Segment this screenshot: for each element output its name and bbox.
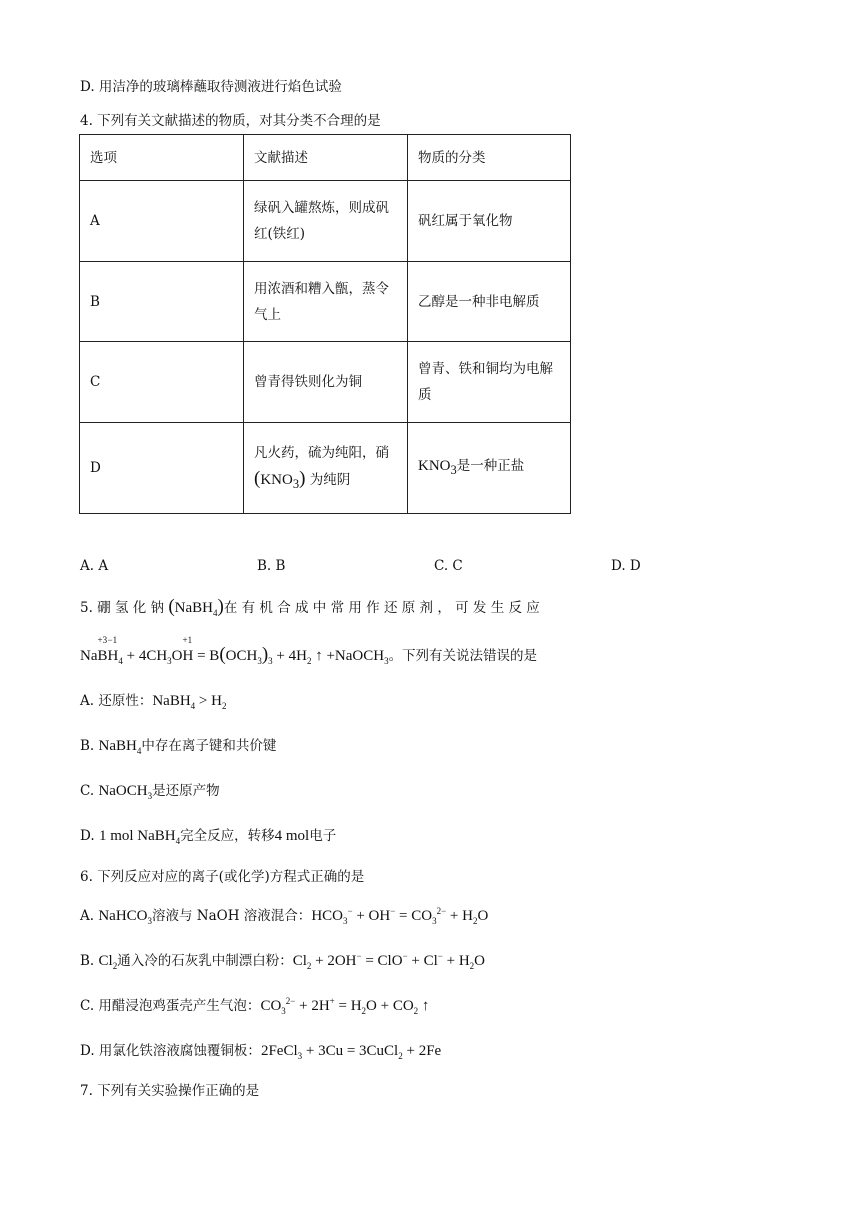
row-classification: 乙醇是一种非电解质 (408, 262, 571, 342)
row-description: 曾青得铁则化为铜 (244, 342, 408, 423)
q4-option-a: A. A (80, 558, 109, 574)
q4-option-c: C. C (434, 558, 463, 574)
desc-line: 凡火药，硫为纯阳，硝 (254, 444, 389, 461)
header-option: 选项 (80, 135, 244, 181)
q5-option-c: C. NaOCH$_3$是还原产物 (80, 783, 220, 801)
row-classification: $KNO_3$是一种正盐 (408, 423, 571, 514)
row-classification: 矾红属于氧化物 (408, 181, 571, 262)
reaction-equation: Na +3 B −1 $H_4 + 4CH_3O$ +1 $H = B(OCH_3)_3 + 4H_2$ ↑ +NaOCH$_3$。下列有关说法错误的是 (80, 635, 538, 666)
row-option: C (80, 342, 244, 423)
q6-option-b: B. $Cl_2$通入冷的石灰乳中制漂白粉：$Cl_2 + 2OH^- = ClO^- + Cl^- + H_2O$ (80, 951, 485, 971)
header-classification: 物质的分类 (408, 135, 571, 181)
row-option: D (80, 423, 244, 514)
desc-line: 气上 (254, 306, 281, 323)
desc-line: 用浓酒和糟入甑，蒸令 (254, 280, 389, 297)
q6-option-a: A. NaHCO$_3$溶液与 NaOH 溶液混合：$HCO_3^- + OH^- = CO_3^{2-} + H_2O$ (80, 906, 489, 926)
classification-table (79, 134, 571, 514)
kno3-formula: $KNO_3$ (418, 458, 457, 477)
table-row (80, 423, 571, 514)
row-description (244, 262, 408, 342)
row-option: A (80, 181, 244, 262)
q5-option-b: B. NaBH$_4$中存在离子键和共价键 (80, 738, 277, 756)
row-description (244, 181, 408, 262)
question-5: 5. 硼 氢 化 钠 (NaBH$_4$)在 有 机 合 成 中 常 用 作 还 原 剂 ， 可 发 生 反 应 (80, 596, 540, 618)
question-4: 4. 下列有关文献描述的物质，对其分类不合理的是 (80, 113, 381, 129)
table-row (80, 181, 571, 262)
row-option: B (80, 262, 244, 342)
boron-ox: +3 B (97, 635, 108, 664)
q6-option-c: C. 用醋浸泡鸡蛋壳产生气泡：$CO_3^{2-} + 2H^+ = H_2O + CO_2$ ↑ (80, 996, 430, 1016)
class-line: 曾青、铁和铜均为电解 (418, 361, 553, 377)
header-description: 文献描述 (244, 135, 408, 181)
row-description (244, 423, 408, 514)
q6-option-d: D. 用氯化铁溶液腐蚀覆铜板：2FeCl$_3$ + 3Cu = 3CuCl$_2$ + 2Fe (80, 1043, 442, 1061)
q4-option-d: D. D (611, 558, 641, 574)
hydride-ox: −1 H (107, 635, 119, 664)
question-7: 7. 下列有关实验操作正确的是 (80, 1083, 260, 1099)
desc-line: 绿矾入罐熬炼，则成矾 (254, 200, 389, 216)
kno3-formula: $(KNO_3)$ (254, 467, 306, 491)
q3-option-d: D. 用洁净的玻璃棒蘸取待测液进行焰色试验 (80, 79, 342, 95)
table-row (80, 262, 571, 342)
table-row (80, 342, 571, 423)
hydroxyl-ox: +1 H (182, 635, 194, 664)
desc-line: 为纯阴 (309, 471, 351, 488)
q5-option-d: D. 1 mol NaBH$_4$完全反应，转移4 mol电子 (80, 828, 337, 846)
question-6: 6. 下列反应对应的离子(或化学)方程式正确的是 (80, 869, 365, 885)
table-header-row (80, 135, 571, 181)
class-line: 质 (418, 387, 432, 403)
nabh4-formula: (NaBH$_4$) (168, 596, 224, 618)
q5-option-a: A. 还原性：NaBH$_4$ > $H_2$ (80, 693, 227, 711)
desc-line: 红(铁红) (254, 226, 306, 242)
row-classification (408, 342, 571, 423)
q4-option-b: B. B (257, 558, 286, 574)
